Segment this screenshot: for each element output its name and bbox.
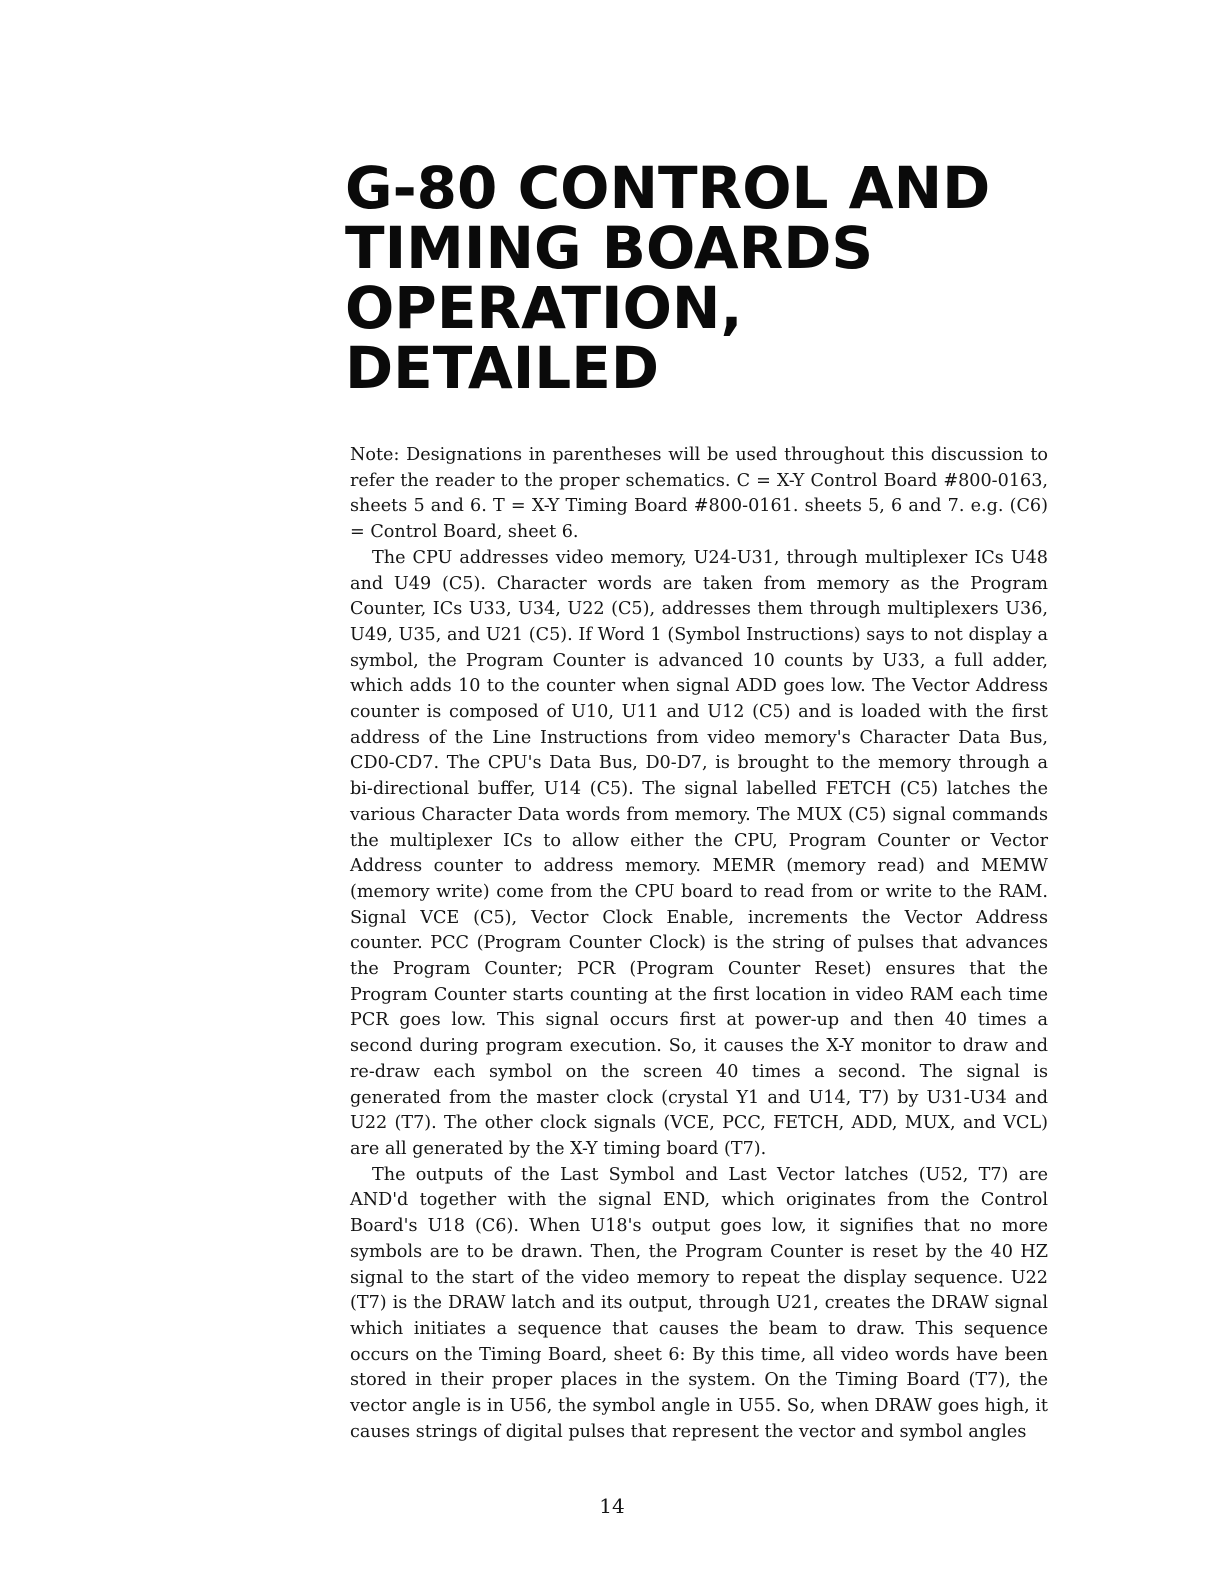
title-line: OPERATION, <box>345 274 743 342</box>
page-title <box>345 154 1145 402</box>
body-text <box>350 443 1048 1445</box>
page-number: 14 <box>599 1494 625 1518</box>
title-line: DETAILED <box>345 334 660 402</box>
cpu-addressing-paragraph: The CPU addresses video memory, U24-U31, through multiplexer ICs U48 and U49 (C5). Character words are taken from memory as the Program Counter, ICs U33, U34, U22 (C5), addresses them through multiplexers U36, U49, U35, and U21 (C5). If Word 1 (Symbol Instructions) says to not display a symbol, the Program Counter is advanced 10 counts by U33, a full adder, which adds 10 to the counter when signal ADD goes low. The Vector Address counter is composed of U10, U11 and U12 (C5) and is loaded with the first address of the Line Instructions from video memory's Character Data Bus, CD0-CD7. The CPU's Data Bus, D0-D7, is brought to the memory through a bi-directional buffer, U14 (C5). The signal labelled FETCH (C5) latches the various Character Data words from memory. The MUX (C5) signal commands the multiplexer ICs to allow either the CPU, Program Counter or Vector Address counter to address memory. MEMR (memory read) and MEMW (memory write) come from the CPU board to read from or write to the RAM. Signal VCE (C5), Vector Clock Enable, increments the Vector Address counter. PCC (Program Counter Clock) is the string of pulses that advances the Program Counter; PCR (Program Counter Reset) ensures that the Program Counter starts counting at the first location in video RAM each time PCR goes low. This signal occurs first at power-up and then 40 times a second during program execution. So, it causes the X-Y monitor to draw and re-draw each symbol on the screen 40 times a second. The signal is generated from the master clock (crystal Y1 and U14, T7) by U31-U34 and U22 (T7). The other clock signals (VCE, PCC, FETCH, ADD, MUX, and VCL) are all generated by the X-Y timing board (T7). <box>350 547 1048 1159</box>
title-line: TIMING BOARDS <box>345 214 874 282</box>
latch-outputs-paragraph: The outputs of the Last Symbol and Last Vector latches (U52, T7) are AND'd together with the signal END, which originates from the Control Board's U18 (C6). When U18's output goes low, it signifies that no more symbols are to be drawn. Then, the Program Counter is reset by the 40 HZ signal to the start of the video memory to repeat the display sequence. U22 (T7) is the DRAW latch and its output, through U21, creates the DRAW signal which initiates a sequence that causes the beam to draw. This sequence occurs on the Timing Board, sheet 6: By this time, all video words have been stored in their proper places in the system. On the Timing Board (T7), the vector angle is in U56, the symbol angle in U55. So, when DRAW goes high, it causes strings of digital pulses that represent the vector and symbol angles <box>350 1164 1048 1442</box>
note-paragraph: Note: Designations in parentheses will be used throughout this discussion to refer the reader to the proper schematics. C = X-Y Control Board #800-0163, sheets 5 and 6. T = X-Y Timing Board #800-0161. sheets 5, 6 and 7. e.g. (C6) = Control Board, sheet 6. <box>350 445 1048 543</box>
title-line: G-80 CONTROL AND <box>345 154 991 222</box>
